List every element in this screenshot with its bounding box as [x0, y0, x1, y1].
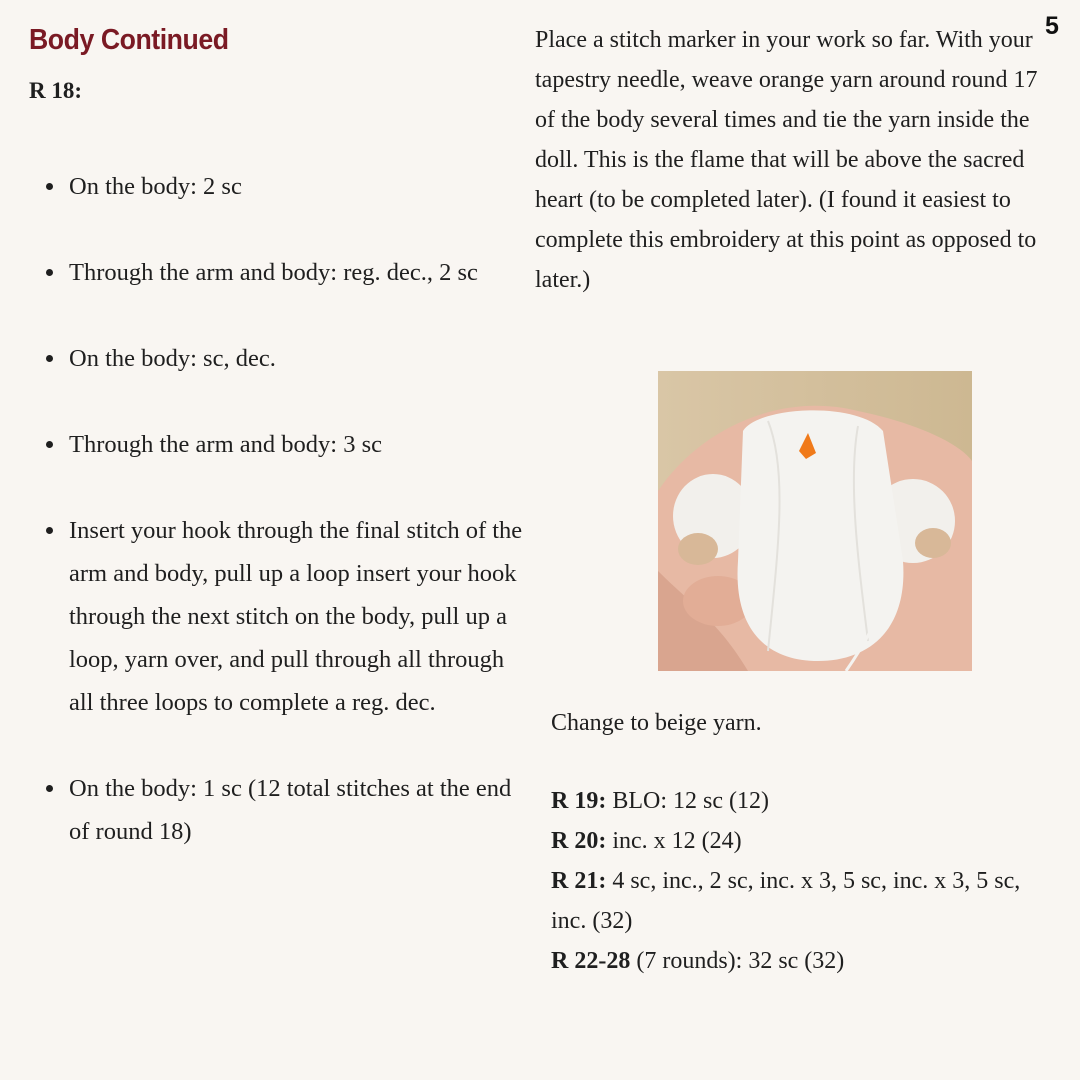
round-label: R 19:: [551, 788, 607, 814]
round-line: [551, 781, 1051, 821]
step-item: On the body: 2 sc: [46, 165, 536, 208]
round-line: [551, 941, 1051, 981]
change-yarn-note: Change to beige yarn.: [551, 710, 762, 736]
round-18-label: R 18:: [29, 78, 83, 103]
round-line: [551, 861, 1051, 941]
step-item: Through the arm and body: 3 sc: [46, 423, 536, 466]
section-title: Body Continued: [29, 24, 229, 56]
step-item: On the body: sc, dec.: [46, 337, 536, 380]
round-text: BLO: 12 sc (12): [606, 788, 769, 814]
page-number: 5: [1045, 12, 1059, 40]
step-item: Insert your hook through the final stitch of the arm and body, pull up a loop insert your hook through the next stitch on the body, pull up a loop, yarn over, and pull through all through all three loops to complete a reg. dec.: [46, 509, 529, 724]
round-label: R 22-28: [551, 948, 631, 974]
round-text: inc. x 12 (24): [606, 828, 742, 854]
instruction-paragraph: Place a stitch marker in your work so far. With your tapestry needle, weave orange yarn around round 17 of the body several times and tie the yarn inside the doll. This is the flame that will be above the sacred heart (to be completed later). (I found it easiest to complete this embroidery at this point as opposed to later.): [535, 27, 1038, 293]
step-item: On the body: 1 sc (12 total stitches at the end of round 18): [46, 767, 519, 853]
round-text: 4 sc, inc., 2 sc, inc. x 3, 5 sc, inc. x 3, 5 sc, inc. (32): [551, 868, 1021, 934]
step-item: Through the arm and body: reg. dec., 2 sc: [46, 251, 539, 294]
doll-photo: [658, 371, 972, 671]
round-label: R 21:: [551, 868, 607, 894]
round-18-steps: [46, 165, 536, 853]
crochet-doll-image: [658, 371, 972, 671]
round-line: [551, 821, 1051, 861]
round-list: [551, 781, 1051, 981]
round-text: (7 rounds): 32 sc (32): [630, 948, 845, 974]
round-label: R 20:: [551, 828, 607, 854]
